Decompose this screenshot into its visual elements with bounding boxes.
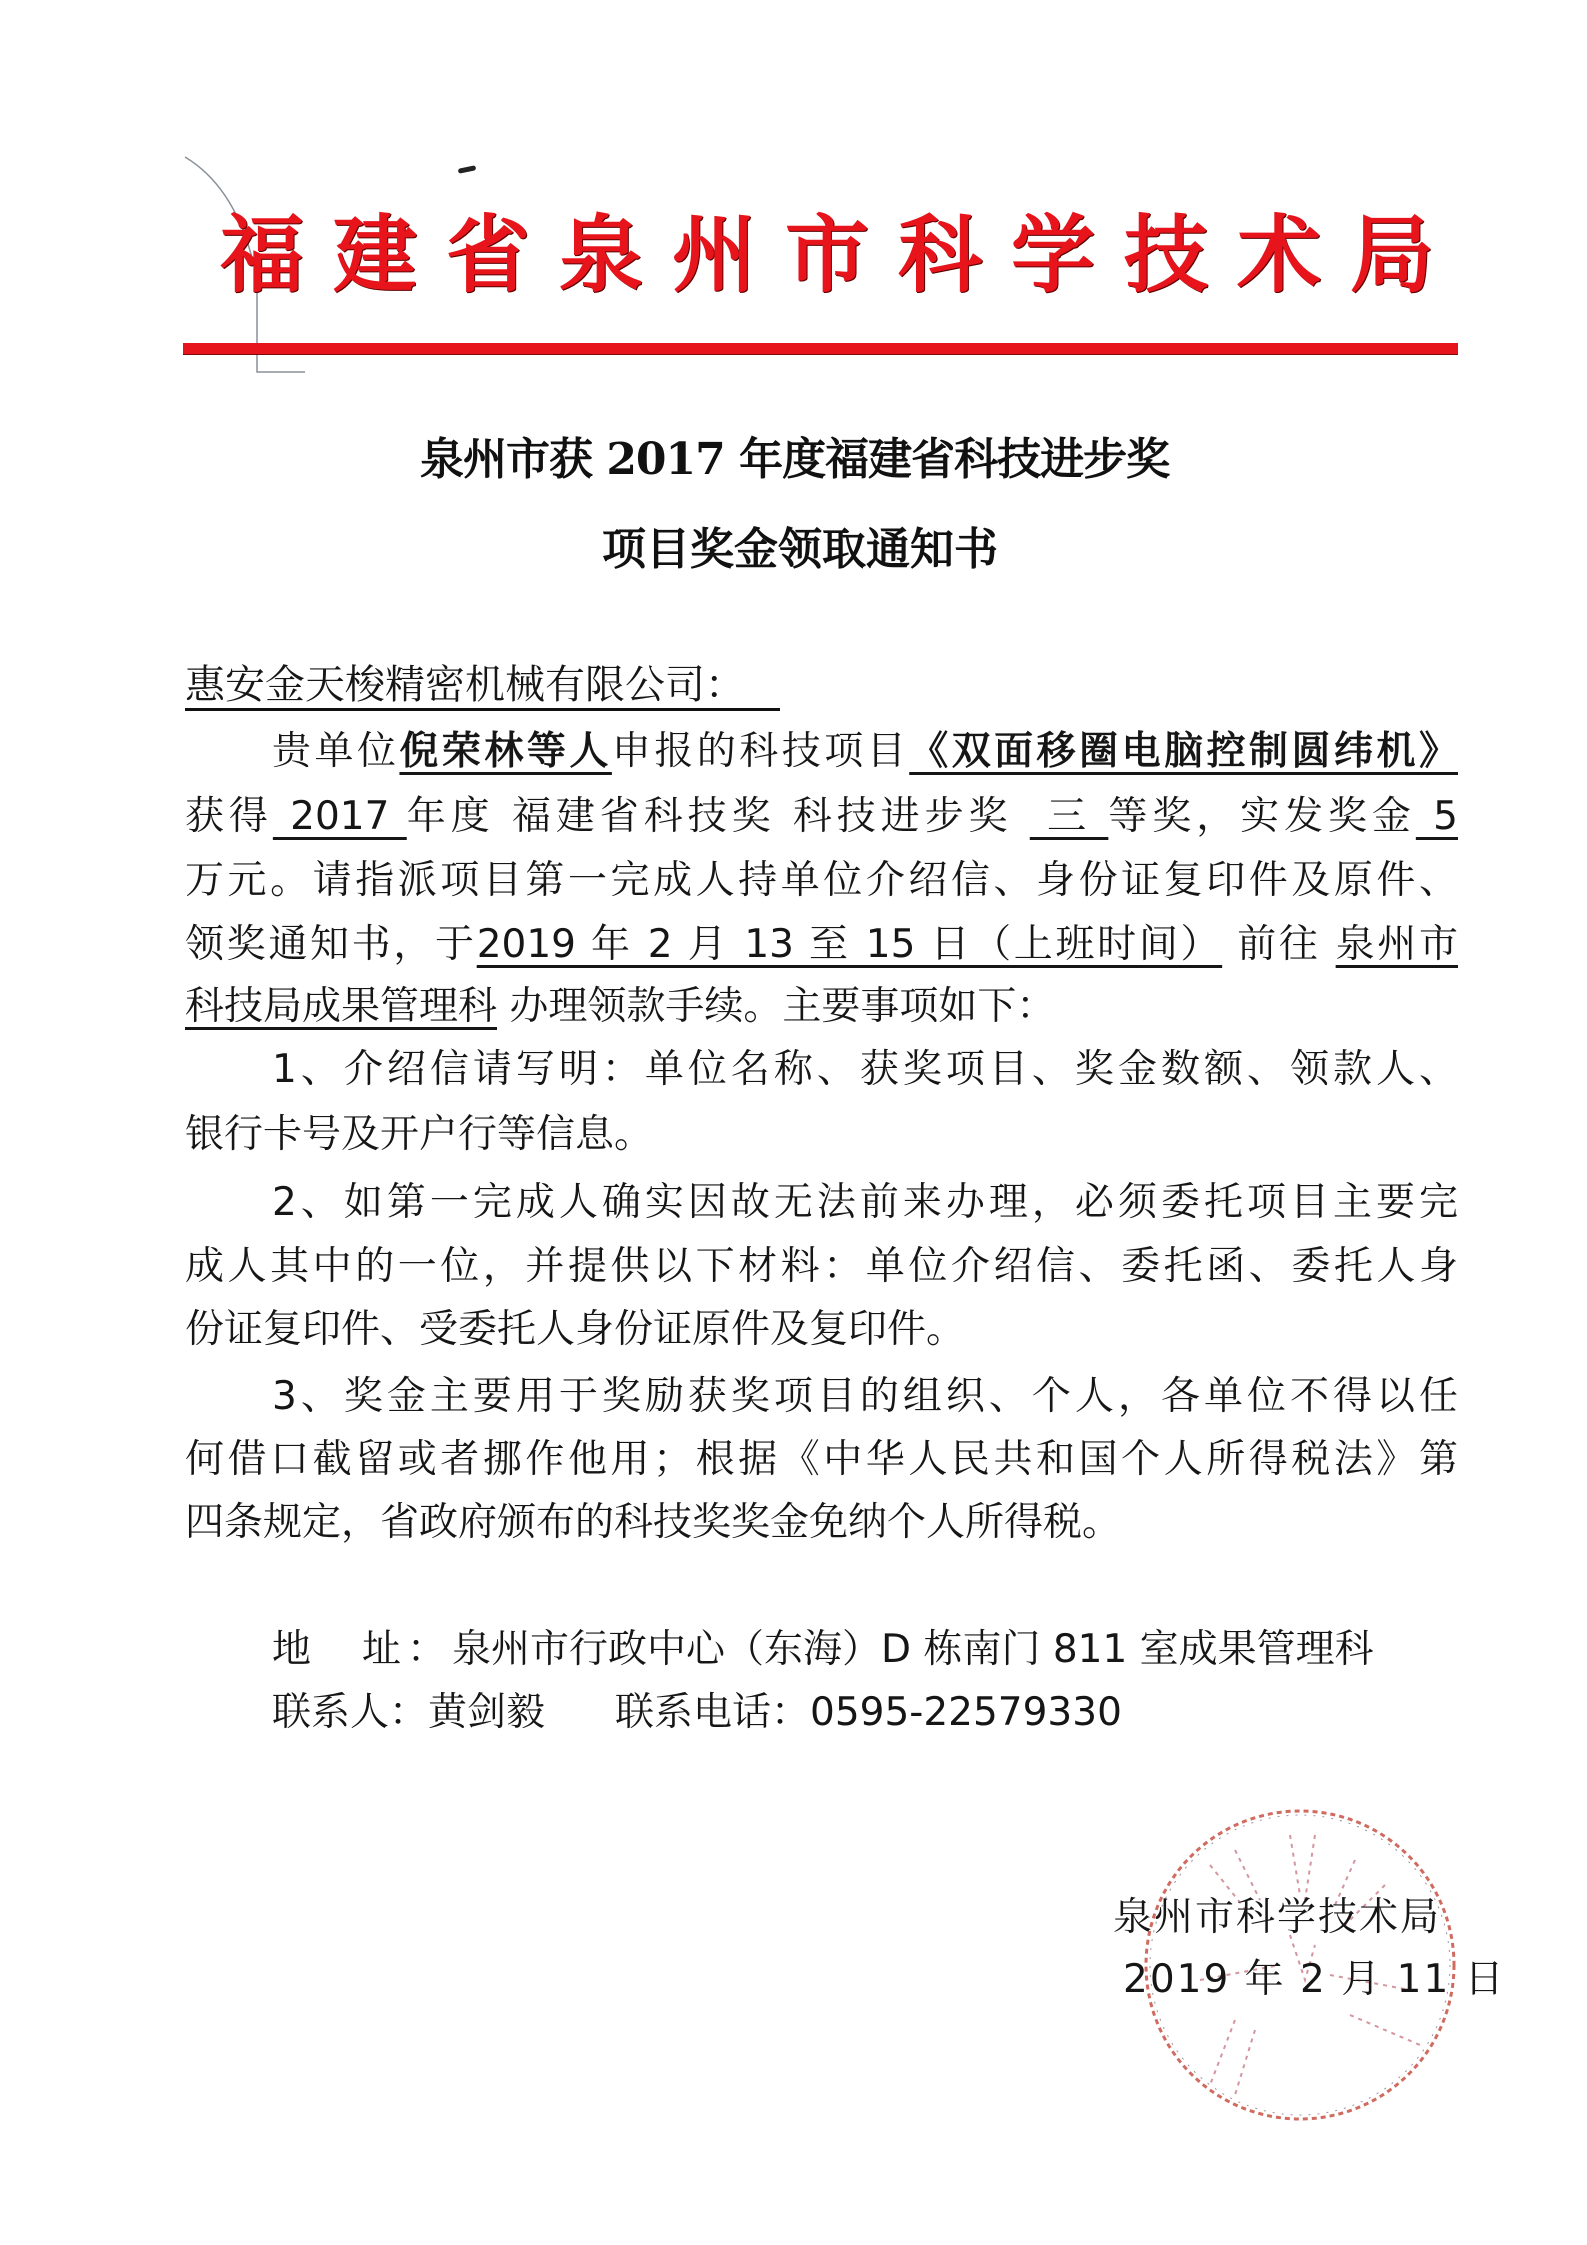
letterhead-org-name: 福建省泉州市科学技术局 — [220, 205, 1464, 304]
item-3-line-1: 3、奖金主要用于奖励获奖项目的组织、个人，各单位不得以任 — [272, 1374, 1458, 1419]
item-2-line-3: 份证复印件、受委托人身份证原件及复印件。 — [185, 1307, 966, 1352]
body-text: 领奖通知书，于 — [185, 922, 477, 967]
document-title-line-2: 项目奖金领取通知书 — [602, 524, 998, 575]
body-text: 获得 — [185, 794, 273, 839]
person-label: 联系人： — [272, 1690, 429, 1735]
body-line-2 — [185, 792, 1458, 842]
body-text: 年度 福建省科技奖 科技进步奖 — [406, 794, 1030, 839]
body-text: 贵单位 — [272, 729, 400, 774]
collection-place-field: 泉州市 — [1335, 922, 1458, 967]
letterhead-red-rule — [183, 343, 1458, 354]
body-line-1 — [272, 727, 1458, 777]
collection-date-field: 2019 年 2 月 13 至 15 日（上班时间） — [476, 922, 1223, 967]
item-2-line-1: 2、如第一完成人确实因故无法前来办理，必须委托项目主要完 — [272, 1180, 1458, 1225]
scan-artifact-mark — [458, 165, 477, 174]
phone-value: 0595-22579330 — [810, 1690, 1122, 1735]
award-year-field: 2017 — [272, 794, 407, 839]
body-text: 前往 — [1222, 922, 1336, 967]
item-1-line-1: 1、介绍信请写明：单位名称、获奖项目、奖金数额、领款人、 — [272, 1047, 1458, 1092]
recipient-company: 惠安金天梭精密机械有限公司： — [185, 662, 745, 708]
phone-label: 联系电话： — [615, 1690, 811, 1735]
contact-person — [272, 1688, 1122, 1738]
item-1-line-2: 银行卡号及开户行等信息。 — [185, 1112, 654, 1157]
address-label: 地 址： — [272, 1627, 453, 1672]
applicants-field: 倪荣林等人 — [399, 729, 612, 774]
body-line-4 — [185, 920, 1458, 970]
item-3-line-3: 四条规定，省政府颁布的科技奖奖金免纳个人所得税。 — [185, 1500, 1122, 1545]
item-3-line-2: 何借口截留或者挪作他用；根据《中华人民共和国个人所得税法》第 — [185, 1437, 1458, 1482]
body-text: 申报的科技项目 — [611, 729, 910, 774]
item-2-line-2: 成人其中的一位，并提供以下材料：单位介绍信、委托函、委托人身 — [185, 1244, 1458, 1289]
issue-date: 2019 年 2 月 11 日 — [1123, 1957, 1506, 2002]
person-value: 黄剑毅 — [428, 1690, 546, 1735]
award-grade-field: 三 — [1029, 794, 1109, 839]
issuer-signature: 泉州市科学技术局 — [1113, 1895, 1442, 1940]
body-text: 办理领款手续。主要事项如下： — [497, 984, 1056, 1029]
body-line-5 — [185, 982, 1055, 1032]
document-title-line-1: 泉州市获 2017 年度福建省科技进步奖 — [420, 434, 1170, 485]
body-line-3: 万元。请指派项目第一完成人持单位介绍信、身份证复印件及原件、 — [185, 858, 1458, 903]
address-value: 泉州市行政中心（东海）D 栋南门 811 室成果管理科 — [452, 1627, 1374, 1672]
recipient-underline — [185, 708, 780, 711]
collection-place-field: 科技局成果管理科 — [185, 984, 498, 1029]
project-name-field: 《双面移圈电脑控制圆纬机》 — [909, 729, 1458, 774]
award-amount-field: 5 — [1415, 794, 1458, 839]
body-text: 等奖，实发奖金 — [1108, 794, 1416, 839]
contact-address — [272, 1625, 1374, 1675]
